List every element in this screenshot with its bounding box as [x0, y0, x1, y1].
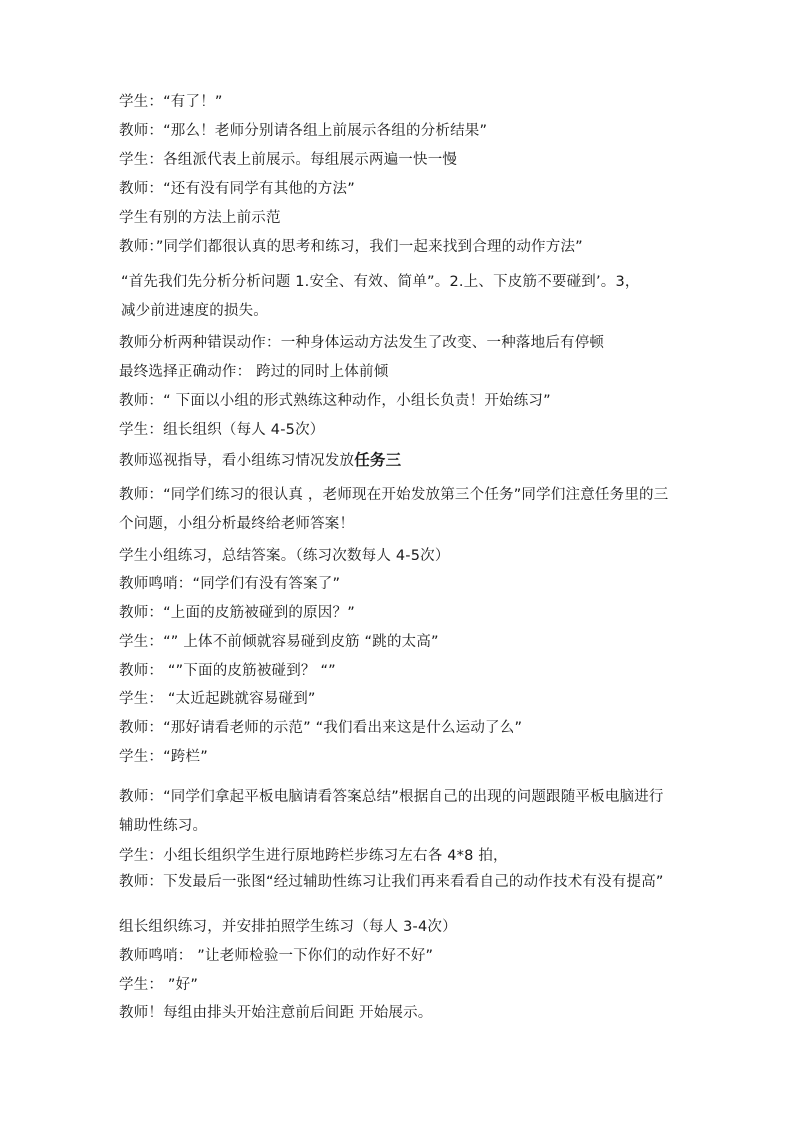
dialogue-line: 教师！每组由排头开始注意前后间距 开始展示。 [119, 1005, 433, 1021]
narration-line: 学生小组练习，总结答案。（练习次数每人 4-5次） [119, 548, 450, 564]
dialogue-line: 教师：”同学们都很认真的思考和练习，我们一起来找到合理的动作方法” [119, 239, 583, 255]
analysis-paragraph: “首先我们先分析分析问题 1.安全、有效、简单”。2.上、下皮筋不要碰到’。3，减少前进速度的损失。 [121, 274, 640, 319]
dialogue-line: 学生：各组派代表上前展示。每组展示两遍一快一慢 [119, 152, 458, 168]
narration-line: 教师分析两种错误动作：一种身体运动方法发生了改变、一种落地后有停顿 [119, 335, 605, 351]
dialogue-line: 教师：“那好请看老师的示范” “我们看出来这是什么运动了么” [119, 720, 523, 736]
dialogue-line: 学生： ”好” [119, 977, 199, 993]
dialogue-line: 教师：“那么！老师分别请各组上前展示各组的分析结果” [119, 123, 488, 139]
narration-line: 学生有别的方法上前示范 [119, 210, 281, 226]
dialogue-line: 教师鸣哨： ”让老师检验一下你们的动作好不好” [119, 948, 434, 964]
narration-text: 教师巡视指导，看小组练习情况发放 [119, 453, 355, 469]
narration-line: 组长组织练习，并安排拍照学生练习（每人 3-4次） [119, 919, 457, 935]
dialogue-paragraph: 教师：“同学们拿起平板电脑请看答案总结”根据自己的出现的问题跟随平板电脑进行辅助性练习。 [119, 789, 664, 834]
dialogue-line: 教师：“还有没有同学有其他的方法” [119, 181, 355, 197]
dialogue-line: 学生：组长组织（每人 4-5次） [119, 422, 325, 438]
narration-line: 学生：小组长组织学生进行原地跨栏步练习左右各 4*8 拍， [119, 848, 508, 864]
dialogue-line: 学生： “太近起跳就容易碰到” [119, 691, 316, 707]
narration-line [119, 451, 679, 470]
dialogue-line: 教师：“ 下面以小组的形式熟练这种动作，小组长负责！开始练习” [119, 393, 551, 409]
dialogue-paragraph: 教师：“同学们练习的很认真 ，老师现在开始发放第三个任务”同学们注意任务里的三个问题，小组分析最终给老师答案！ [119, 487, 669, 532]
dialogue-line: 学生：“” 上体不前倾就容易碰到皮筋 “跳的太高” [119, 634, 439, 650]
dialogue-line: 教师鸣哨：“同学们有没有答案了” [119, 576, 341, 592]
dialogue-line: 教师：“上面的皮筋被碰到的原因？” [119, 605, 355, 621]
dialogue-line: 学生：“跨栏” [119, 749, 208, 765]
dialogue-line: 学生：“有了！” [119, 94, 223, 110]
dialogue-paragraph: 教师：下发最后一张图“经过辅助性练习让我们再来看看自己的动作技术有没有提高” [119, 874, 664, 890]
task-heading: 任务三 [354, 451, 402, 469]
narration-line: 最终选择正确动作： 跨过的同时上体前倾 [119, 364, 389, 380]
dialogue-line: 教师： “”下面的皮筋被碰到？ “” [119, 663, 336, 679]
